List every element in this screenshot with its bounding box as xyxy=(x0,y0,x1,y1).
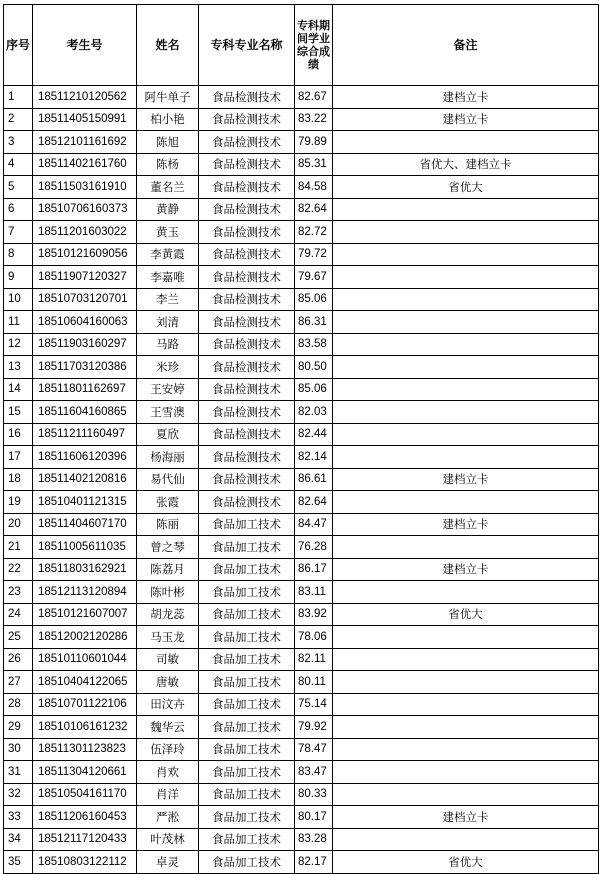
cell-score: 76.28 xyxy=(295,536,333,559)
table-body xyxy=(4,86,599,874)
cell-score: 80.17 xyxy=(295,806,333,829)
cell-major: 食品加工技术 xyxy=(199,783,295,806)
cell-seq: 12 xyxy=(4,333,33,356)
cell-score: 84.58 xyxy=(295,176,333,199)
table-row xyxy=(4,356,599,379)
cell-note: 省优大 xyxy=(333,176,599,199)
cell-note: 建档立卡 xyxy=(333,806,599,829)
cell-major: 食品加工技术 xyxy=(199,536,295,559)
cell-name: 易代仙 xyxy=(137,468,199,491)
cell-major: 食品加工技术 xyxy=(199,806,295,829)
cell-major: 食品检测技术 xyxy=(199,378,295,401)
cell-major: 食品加工技术 xyxy=(199,851,295,874)
cell-note xyxy=(333,581,599,604)
table-row xyxy=(4,581,599,604)
cell-major: 食品加工技术 xyxy=(199,828,295,851)
cell-score: 82.03 xyxy=(295,401,333,424)
cell-major: 食品检测技术 xyxy=(199,423,295,446)
cell-note xyxy=(333,423,599,446)
cell-name: 李兰 xyxy=(137,288,199,311)
cell-exam-id: 18510121607007 xyxy=(33,603,137,626)
cell-score: 75.14 xyxy=(295,693,333,716)
cell-score: 82.67 xyxy=(295,86,333,109)
cell-seq: 26 xyxy=(4,648,33,671)
cell-major: 食品检测技术 xyxy=(199,266,295,289)
table-row xyxy=(4,693,599,716)
cell-major: 食品加工技术 xyxy=(199,738,295,761)
cell-seq: 14 xyxy=(4,378,33,401)
cell-major: 食品检测技术 xyxy=(199,131,295,154)
table-row xyxy=(4,513,599,536)
cell-note xyxy=(333,491,599,514)
cell-score: 83.92 xyxy=(295,603,333,626)
cell-seq: 6 xyxy=(4,198,33,221)
cell-major: 食品加工技术 xyxy=(199,716,295,739)
cell-note xyxy=(333,311,599,334)
cell-seq: 16 xyxy=(4,423,33,446)
cell-name: 柏小艳 xyxy=(137,108,199,131)
cell-name: 夏欣 xyxy=(137,423,199,446)
cell-note xyxy=(333,671,599,694)
table-row xyxy=(4,266,599,289)
cell-name: 张霞 xyxy=(137,491,199,514)
cell-seq: 22 xyxy=(4,558,33,581)
cell-score: 86.61 xyxy=(295,468,333,491)
cell-name: 卓灵 xyxy=(137,851,199,874)
cell-name: 杨海丽 xyxy=(137,446,199,469)
cell-exam-id: 18511604160865 xyxy=(33,401,137,424)
cell-major: 食品检测技术 xyxy=(199,491,295,514)
cell-name: 米珍 xyxy=(137,356,199,379)
table-row xyxy=(4,86,599,109)
table-row xyxy=(4,378,599,401)
cell-score: 78.47 xyxy=(295,738,333,761)
cell-score: 79.67 xyxy=(295,266,333,289)
cell-exam-id: 18511703120386 xyxy=(33,356,137,379)
cell-note xyxy=(333,446,599,469)
cell-note: 建档立卡 xyxy=(333,86,599,109)
table-row xyxy=(4,783,599,806)
cell-seq: 4 xyxy=(4,153,33,176)
table-row xyxy=(4,626,599,649)
cell-score: 83.11 xyxy=(295,581,333,604)
cell-score: 85.31 xyxy=(295,153,333,176)
cell-name: 李嘉唯 xyxy=(137,266,199,289)
cell-seq: 32 xyxy=(4,783,33,806)
cell-major: 食品加工技术 xyxy=(199,671,295,694)
cell-note xyxy=(333,333,599,356)
cell-exam-id: 18510706160373 xyxy=(33,198,137,221)
cell-note xyxy=(333,356,599,379)
cell-note xyxy=(333,536,599,559)
cell-note xyxy=(333,716,599,739)
cell-exam-id: 18512002120286 xyxy=(33,626,137,649)
cell-major: 食品加工技术 xyxy=(199,648,295,671)
table-row xyxy=(4,603,599,626)
cell-major: 食品检测技术 xyxy=(199,198,295,221)
cell-seq: 34 xyxy=(4,828,33,851)
cell-major: 食品检测技术 xyxy=(199,446,295,469)
cell-major: 食品加工技术 xyxy=(199,761,295,784)
cell-seq: 9 xyxy=(4,266,33,289)
cell-exam-id: 18511210120562 xyxy=(33,86,137,109)
cell-exam-id: 18511404607170 xyxy=(33,513,137,536)
cell-score: 85.06 xyxy=(295,288,333,311)
cell-seq: 17 xyxy=(4,446,33,469)
cell-major: 食品检测技术 xyxy=(199,333,295,356)
cell-score: 82.11 xyxy=(295,648,333,671)
cell-score: 82.64 xyxy=(295,491,333,514)
cell-note xyxy=(333,266,599,289)
cell-seq: 13 xyxy=(4,356,33,379)
cell-name: 叶茂林 xyxy=(137,828,199,851)
cell-name: 阿牛单子 xyxy=(137,86,199,109)
cell-exam-id: 18512113120894 xyxy=(33,581,137,604)
cell-name: 胡龙蕊 xyxy=(137,603,199,626)
table-row xyxy=(4,491,599,514)
cell-name: 陈旭 xyxy=(137,131,199,154)
cell-score: 80.33 xyxy=(295,783,333,806)
cell-note xyxy=(333,738,599,761)
cell-score: 85.06 xyxy=(295,378,333,401)
cell-note: 建档立卡 xyxy=(333,513,599,536)
cell-note: 省优大 xyxy=(333,603,599,626)
cell-score: 86.17 xyxy=(295,558,333,581)
cell-note xyxy=(333,198,599,221)
cell-major: 食品检测技术 xyxy=(199,356,295,379)
cell-name: 李黄霞 xyxy=(137,243,199,266)
cell-score: 82.44 xyxy=(295,423,333,446)
table-row xyxy=(4,198,599,221)
cell-name: 董名兰 xyxy=(137,176,199,199)
cell-name: 曾之琴 xyxy=(137,536,199,559)
cell-note: 建档立卡 xyxy=(333,468,599,491)
cell-exam-id: 18510604160063 xyxy=(33,311,137,334)
cell-exam-id: 18510401121315 xyxy=(33,491,137,514)
student-table xyxy=(3,4,599,874)
cell-seq: 28 xyxy=(4,693,33,716)
cell-score: 83.22 xyxy=(295,108,333,131)
cell-exam-id: 18511503161910 xyxy=(33,176,137,199)
table-row xyxy=(4,738,599,761)
cell-score: 82.14 xyxy=(295,446,333,469)
table-row xyxy=(4,401,599,424)
cell-seq: 3 xyxy=(4,131,33,154)
table-row xyxy=(4,716,599,739)
cell-exam-id: 18510110601044 xyxy=(33,648,137,671)
cell-exam-id: 18511201603022 xyxy=(33,221,137,244)
student-list-sheet xyxy=(3,4,599,874)
cell-seq: 24 xyxy=(4,603,33,626)
cell-major: 食品加工技术 xyxy=(199,513,295,536)
cell-seq: 5 xyxy=(4,176,33,199)
cell-exam-id: 18511211160497 xyxy=(33,423,137,446)
cell-exam-id: 18511005611035 xyxy=(33,536,137,559)
cell-note xyxy=(333,648,599,671)
table-row xyxy=(4,671,599,694)
cell-score: 80.11 xyxy=(295,671,333,694)
cell-exam-id: 18511304120661 xyxy=(33,761,137,784)
cell-seq: 23 xyxy=(4,581,33,604)
cell-score: 80.50 xyxy=(295,356,333,379)
cell-score: 83.58 xyxy=(295,333,333,356)
cell-note xyxy=(333,828,599,851)
cell-score: 82.17 xyxy=(295,851,333,874)
cell-note: 建档立卡 xyxy=(333,558,599,581)
table-row xyxy=(4,558,599,581)
table-row xyxy=(4,468,599,491)
cell-exam-id: 18511402161760 xyxy=(33,153,137,176)
cell-major: 食品检测技术 xyxy=(199,468,295,491)
cell-seq: 2 xyxy=(4,108,33,131)
header-seq: 序号 xyxy=(4,5,33,86)
cell-score: 79.72 xyxy=(295,243,333,266)
table-row xyxy=(4,176,599,199)
cell-name: 王雪澳 xyxy=(137,401,199,424)
cell-seq: 25 xyxy=(4,626,33,649)
cell-exam-id: 18510803122112 xyxy=(33,851,137,874)
cell-note xyxy=(333,626,599,649)
table-row xyxy=(4,761,599,784)
cell-seq: 29 xyxy=(4,716,33,739)
header-note: 备注 xyxy=(333,5,599,86)
cell-seq: 31 xyxy=(4,761,33,784)
cell-exam-id: 18510701122106 xyxy=(33,693,137,716)
cell-seq: 33 xyxy=(4,806,33,829)
cell-seq: 27 xyxy=(4,671,33,694)
cell-exam-id: 18511803162921 xyxy=(33,558,137,581)
cell-name: 肖洋 xyxy=(137,783,199,806)
cell-note xyxy=(333,761,599,784)
cell-note xyxy=(333,401,599,424)
cell-major: 食品检测技术 xyxy=(199,153,295,176)
cell-score: 78.06 xyxy=(295,626,333,649)
cell-name: 陈杨 xyxy=(137,153,199,176)
cell-major: 食品加工技术 xyxy=(199,626,295,649)
cell-seq: 18 xyxy=(4,468,33,491)
cell-name: 魏华云 xyxy=(137,716,199,739)
header-exam-id: 考生号 xyxy=(33,5,137,86)
table-row xyxy=(4,131,599,154)
cell-seq: 10 xyxy=(4,288,33,311)
cell-seq: 19 xyxy=(4,491,33,514)
cell-name: 黄玉 xyxy=(137,221,199,244)
cell-note xyxy=(333,378,599,401)
cell-exam-id: 18511801162697 xyxy=(33,378,137,401)
cell-major: 食品检测技术 xyxy=(199,108,295,131)
cell-name: 司敏 xyxy=(137,648,199,671)
header-score: 专科期间学业综合成绩 xyxy=(295,5,333,86)
cell-seq: 11 xyxy=(4,311,33,334)
cell-name: 肖欢 xyxy=(137,761,199,784)
cell-major: 食品检测技术 xyxy=(199,311,295,334)
cell-seq: 15 xyxy=(4,401,33,424)
cell-name: 唐敏 xyxy=(137,671,199,694)
cell-score: 79.92 xyxy=(295,716,333,739)
cell-exam-id: 18511606120396 xyxy=(33,446,137,469)
cell-note xyxy=(333,243,599,266)
table-row xyxy=(4,221,599,244)
cell-major: 食品检测技术 xyxy=(199,86,295,109)
cell-seq: 20 xyxy=(4,513,33,536)
cell-major: 食品检测技术 xyxy=(199,401,295,424)
cell-major: 食品检测技术 xyxy=(199,221,295,244)
cell-name: 陈荔月 xyxy=(137,558,199,581)
cell-note xyxy=(333,221,599,244)
table-row xyxy=(4,153,599,176)
cell-seq: 7 xyxy=(4,221,33,244)
cell-exam-id: 18510703120701 xyxy=(33,288,137,311)
cell-score: 83.28 xyxy=(295,828,333,851)
table-row xyxy=(4,243,599,266)
cell-exam-id: 18511206160453 xyxy=(33,806,137,829)
cell-exam-id: 18510404122065 xyxy=(33,671,137,694)
cell-name: 黄静 xyxy=(137,198,199,221)
cell-score: 86.31 xyxy=(295,311,333,334)
cell-major: 食品检测技术 xyxy=(199,243,295,266)
cell-exam-id: 18510106161232 xyxy=(33,716,137,739)
cell-exam-id: 18510504161170 xyxy=(33,783,137,806)
cell-note xyxy=(333,693,599,716)
cell-note xyxy=(333,783,599,806)
cell-note xyxy=(333,288,599,311)
table-row xyxy=(4,536,599,559)
header-name: 姓名 xyxy=(137,5,199,86)
cell-name: 刘清 xyxy=(137,311,199,334)
cell-score: 83.47 xyxy=(295,761,333,784)
cell-score: 82.72 xyxy=(295,221,333,244)
cell-exam-id: 18511301123823 xyxy=(33,738,137,761)
cell-note: 省优大 xyxy=(333,851,599,874)
table-row xyxy=(4,311,599,334)
header-major: 专科专业名称 xyxy=(199,5,295,86)
cell-seq: 35 xyxy=(4,851,33,874)
table-row xyxy=(4,648,599,671)
cell-seq: 21 xyxy=(4,536,33,559)
table-row xyxy=(4,333,599,356)
cell-major: 食品加工技术 xyxy=(199,558,295,581)
cell-score: 84.47 xyxy=(295,513,333,536)
cell-seq: 30 xyxy=(4,738,33,761)
table-row xyxy=(4,423,599,446)
table-row xyxy=(4,288,599,311)
cell-major: 食品检测技术 xyxy=(199,176,295,199)
cell-score: 79.89 xyxy=(295,131,333,154)
cell-name: 严淞 xyxy=(137,806,199,829)
table-row xyxy=(4,446,599,469)
table-row xyxy=(4,851,599,874)
cell-name: 伍泽玲 xyxy=(137,738,199,761)
cell-note: 省优大、建档立卡 xyxy=(333,153,599,176)
cell-major: 食品加工技术 xyxy=(199,693,295,716)
cell-seq: 1 xyxy=(4,86,33,109)
table-row xyxy=(4,828,599,851)
cell-exam-id: 18511907120327 xyxy=(33,266,137,289)
cell-exam-id: 18511405150991 xyxy=(33,108,137,131)
cell-name: 陈丽 xyxy=(137,513,199,536)
cell-exam-id: 18511903160297 xyxy=(33,333,137,356)
cell-major: 食品加工技术 xyxy=(199,581,295,604)
cell-name: 马玉龙 xyxy=(137,626,199,649)
cell-note: 建档立卡 xyxy=(333,108,599,131)
table-header-row xyxy=(4,5,599,86)
cell-major: 食品检测技术 xyxy=(199,288,295,311)
cell-name: 田汶卉 xyxy=(137,693,199,716)
cell-exam-id: 18510121609056 xyxy=(33,243,137,266)
cell-name: 陈叶彬 xyxy=(137,581,199,604)
cell-note xyxy=(333,131,599,154)
cell-score: 82.64 xyxy=(295,198,333,221)
cell-name: 马路 xyxy=(137,333,199,356)
cell-exam-id: 18512101161692 xyxy=(33,131,137,154)
table-row xyxy=(4,806,599,829)
cell-seq: 8 xyxy=(4,243,33,266)
cell-major: 食品加工技术 xyxy=(199,603,295,626)
cell-exam-id: 18512117120433 xyxy=(33,828,137,851)
table-row xyxy=(4,108,599,131)
cell-name: 王安婷 xyxy=(137,378,199,401)
cell-exam-id: 18511402120816 xyxy=(33,468,137,491)
